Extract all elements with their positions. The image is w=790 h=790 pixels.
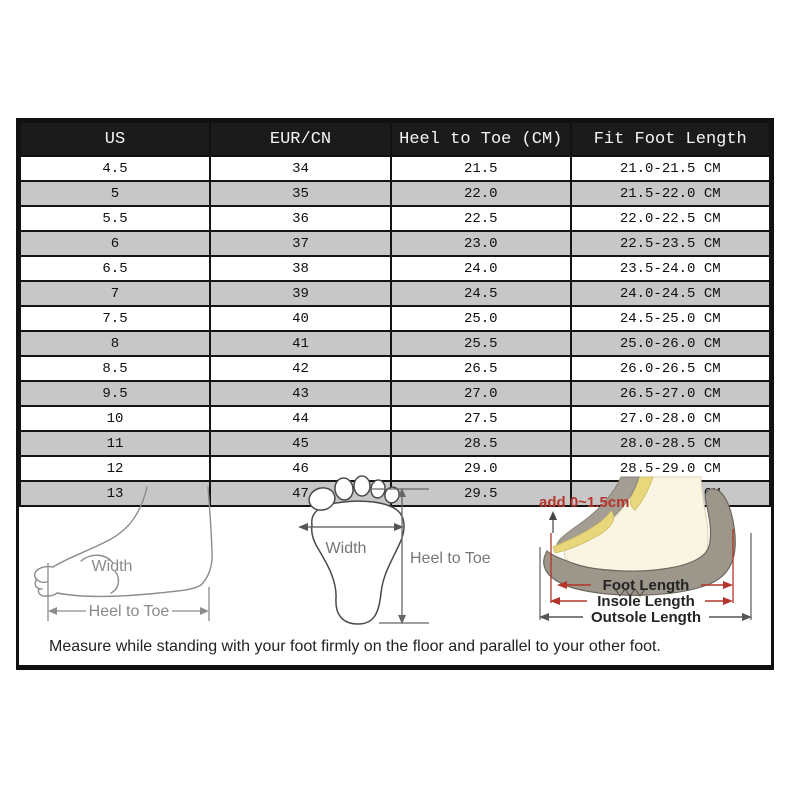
foot-length-label: Foot Length bbox=[602, 577, 690, 594]
table-cell: 27.5 bbox=[391, 406, 571, 431]
side-foot-diagram bbox=[29, 479, 299, 629]
table-row bbox=[20, 406, 770, 431]
table-cell: 28.5 bbox=[391, 431, 571, 456]
table-row bbox=[20, 381, 770, 406]
col-header-heel-to-toe: Heel to Toe (CM) bbox=[391, 122, 571, 156]
table-cell: 24.5-25.0 CM bbox=[571, 306, 771, 331]
table-row bbox=[20, 206, 770, 231]
table-cell: 27.0-28.0 CM bbox=[571, 406, 771, 431]
table-cell: 12 bbox=[20, 456, 210, 481]
table-row bbox=[20, 231, 770, 256]
table-row bbox=[20, 256, 770, 281]
size-table bbox=[19, 121, 771, 507]
measure-instruction: Measure while standing with your foot firmly on the floor and parallel to your other foot. bbox=[49, 638, 661, 655]
sole-outline bbox=[312, 501, 404, 624]
table-cell: 37 bbox=[210, 231, 391, 256]
sole-heel-to-toe-label: Heel to Toe bbox=[410, 550, 491, 567]
table-cell: 22.5 bbox=[391, 206, 571, 231]
table-cell: 25.0 bbox=[391, 306, 571, 331]
add-length-label: add 0~1.5cm bbox=[539, 494, 630, 511]
table-cell: 26.5 bbox=[391, 356, 571, 381]
table-cell: 9.5 bbox=[20, 381, 210, 406]
table-cell: 39 bbox=[210, 281, 391, 306]
table-cell: 26.5-27.0 CM bbox=[571, 381, 771, 406]
table-cell: 21.5-22.0 CM bbox=[571, 181, 771, 206]
table-cell: 22.0-22.5 CM bbox=[571, 206, 771, 231]
measurement-diagrams bbox=[19, 475, 771, 633]
table-cell: 21.0-21.5 CM bbox=[571, 156, 771, 181]
table-cell: 42 bbox=[210, 356, 391, 381]
table-cell: 7 bbox=[20, 281, 210, 306]
table-cell: 24.5 bbox=[391, 281, 571, 306]
table-cell: 13 bbox=[20, 481, 210, 506]
table-cell: 41 bbox=[210, 331, 391, 356]
table-cell: 36 bbox=[210, 206, 391, 231]
table-cell: 10 bbox=[20, 406, 210, 431]
table-cell: 22.5-23.5 CM bbox=[571, 231, 771, 256]
size-table-body bbox=[20, 156, 770, 506]
col-header-fit-foot-length: Fit Foot Length bbox=[571, 122, 771, 156]
sole-width-label: Width bbox=[325, 540, 367, 557]
table-cell: 29.5 bbox=[391, 481, 571, 506]
table-row bbox=[20, 356, 770, 381]
foot-outline bbox=[35, 487, 212, 596]
table-cell: 38 bbox=[210, 256, 391, 281]
table-cell: 25.5 bbox=[391, 331, 571, 356]
table-cell: 45 bbox=[210, 431, 391, 456]
table-row bbox=[20, 156, 770, 181]
table-cell: 8 bbox=[20, 331, 210, 356]
table-row bbox=[20, 281, 770, 306]
side-foot-width-label: Width bbox=[91, 558, 133, 575]
table-cell: 6 bbox=[20, 231, 210, 256]
table-cell: 6.5 bbox=[20, 256, 210, 281]
table-cell: 5 bbox=[20, 181, 210, 206]
table-cell: 8.5 bbox=[20, 356, 210, 381]
add-space-arrow bbox=[549, 511, 557, 533]
table-row bbox=[20, 306, 770, 331]
table-cell: 43 bbox=[210, 381, 391, 406]
table-cell: 7.5 bbox=[20, 306, 210, 331]
table-cell: 46 bbox=[210, 456, 391, 481]
table-cell: 47 bbox=[210, 481, 391, 506]
sole-diagram bbox=[284, 477, 499, 631]
table-cell: 44 bbox=[210, 406, 391, 431]
table-cell: 34 bbox=[210, 156, 391, 181]
table-row bbox=[20, 431, 770, 456]
size-chart-frame bbox=[16, 118, 774, 670]
table-cell: 22.0 bbox=[391, 181, 571, 206]
outsole-length-dimension bbox=[539, 609, 752, 626]
table-header-row bbox=[20, 122, 770, 156]
table-cell: 25.0-26.0 CM bbox=[571, 331, 771, 356]
table-cell: 29.0 bbox=[391, 456, 571, 481]
outsole-length-label: Outsole Length bbox=[591, 609, 701, 626]
table-cell: 28.5-29.0 CM bbox=[571, 456, 771, 481]
table-cell: 24.0-24.5 CM bbox=[571, 281, 771, 306]
table-cell: 40 bbox=[210, 306, 391, 331]
table-row bbox=[20, 331, 770, 356]
insole-length-label: Insole Length bbox=[597, 593, 695, 610]
col-header-eur-cn: EUR/CN bbox=[210, 122, 391, 156]
insole-length-dimension bbox=[550, 593, 733, 610]
side-foot-heel-to-toe-label: Heel to Toe bbox=[88, 603, 170, 620]
table-cell: 28.0-28.5 CM bbox=[571, 431, 771, 456]
col-header-us: US bbox=[20, 122, 210, 156]
table-cell: 21.5 bbox=[391, 156, 571, 181]
table-cell: 11 bbox=[20, 431, 210, 456]
table-row bbox=[20, 181, 770, 206]
table-cell: 5.5 bbox=[20, 206, 210, 231]
table-cell: 23.5-24.0 CM bbox=[571, 256, 771, 281]
table-cell: 23.0 bbox=[391, 231, 571, 256]
table-cell: 4.5 bbox=[20, 156, 210, 181]
table-cell: 35 bbox=[210, 181, 391, 206]
table-cell: 26.0-26.5 CM bbox=[571, 356, 771, 381]
shoe-cross-section-diagram bbox=[537, 477, 765, 627]
table-cell: 24.0 bbox=[391, 256, 571, 281]
table-cell: 27.0 bbox=[391, 381, 571, 406]
